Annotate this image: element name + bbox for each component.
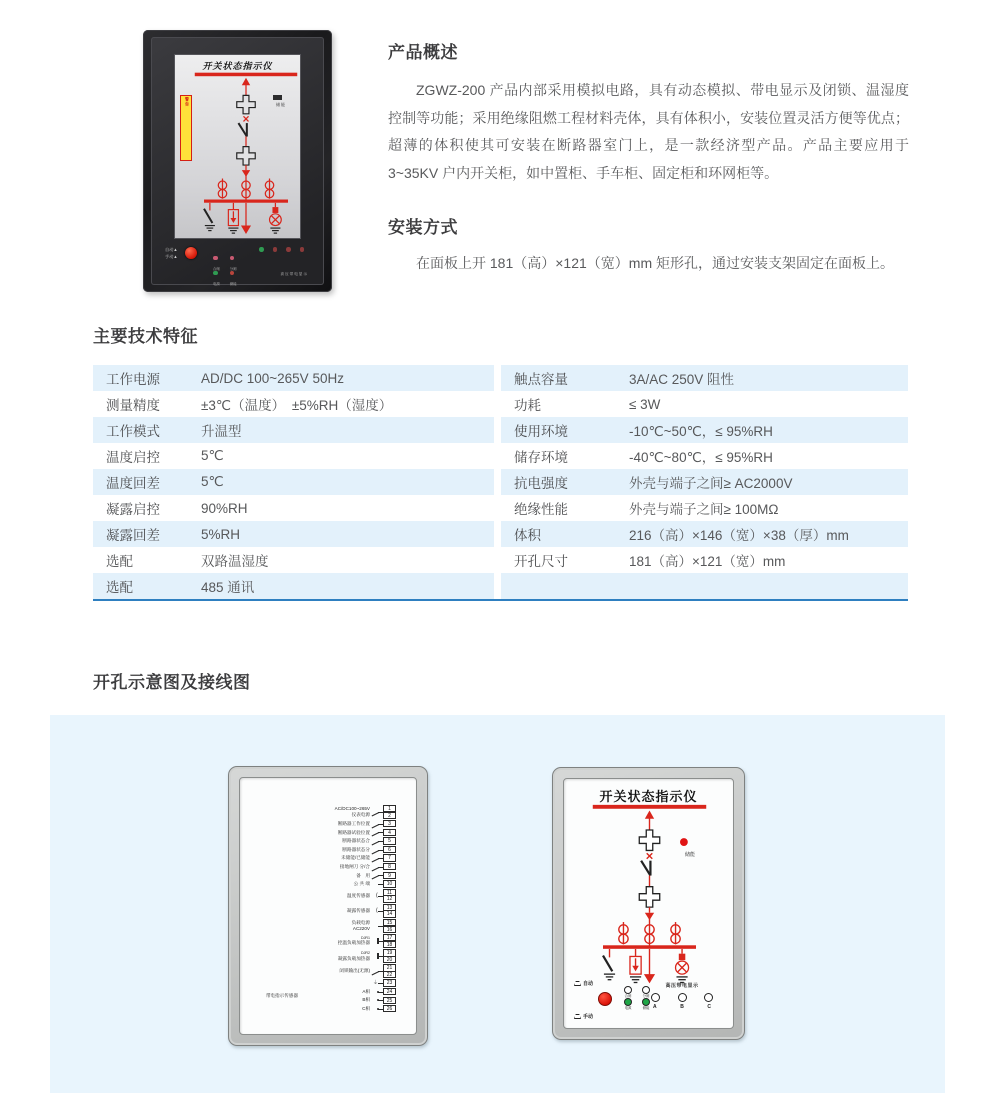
terminal-group (248, 934, 396, 948)
ground-symbol-icon (370, 980, 383, 986)
terminal-group (248, 904, 396, 918)
spec-row (93, 417, 908, 443)
spec-row (93, 521, 908, 547)
switch-symbol-icon (370, 855, 383, 861)
terminal-list (248, 805, 396, 1014)
spec-value: 外壳与端子之间≥ 100MΩ (629, 502, 779, 517)
photo-test-button (185, 247, 197, 259)
specs-table (93, 365, 908, 601)
photo-mode-labels (165, 246, 178, 260)
terminal-group (248, 854, 396, 861)
auto-icon (574, 981, 581, 986)
spec-row (93, 547, 908, 573)
spec-value: 90%RH (201, 500, 248, 516)
switch-symbol-icon (370, 809, 383, 815)
warning-sticker (180, 95, 192, 161)
terminal-group (248, 829, 396, 836)
sensor-symbol-icon (370, 908, 383, 914)
terminal-group (248, 846, 396, 853)
storage-indicator-label: 储能 (276, 102, 286, 107)
terminal-group (248, 964, 396, 978)
spec-value: ≤ 3W (629, 396, 661, 412)
terminal-label: 凝露传感器 (347, 908, 370, 914)
terminal-label: 接地闸刀 分/合 (339, 863, 370, 869)
terminal-box: 5 (383, 837, 396, 844)
photo-control-strip (163, 243, 312, 286)
phase-indicator-b (678, 993, 687, 1002)
spec-label: 测量精度 (106, 398, 160, 413)
terminal-box: 26 (383, 1005, 396, 1012)
terminal-box: 7 (383, 854, 396, 861)
terminal-label: C相 (362, 1006, 370, 1012)
terminal-box: 17 (383, 934, 396, 941)
terminal-label: 备 用 (356, 872, 370, 878)
spec-label: 绝缘性能 (514, 502, 568, 517)
switch-symbol-icon (370, 829, 383, 835)
led-white (624, 986, 632, 994)
terminal-box: 21 (383, 964, 396, 971)
spec-value: 升温型 (201, 424, 242, 439)
terminal-group (248, 979, 396, 986)
spec-value: 双路温湿度 (201, 554, 269, 569)
spec-label: 工作模式 (106, 424, 160, 439)
led-green (624, 998, 632, 1006)
spec-label: 温度启控 (106, 450, 160, 465)
terminal-label: 温度传感器 (347, 892, 370, 898)
photo-bezel (151, 37, 324, 285)
terminal-group (248, 919, 396, 933)
cutout-heading: 开孔示意图及接线图 (93, 673, 251, 692)
heater-symbol-icon (370, 953, 383, 959)
terminal-label: 未储能/已储能 (341, 855, 370, 861)
spec-value: 216（高）×146（宽）×38（厚）mm (629, 528, 849, 543)
spec-value: ±3℃（温度） ±5%RH（湿度） (201, 398, 393, 413)
terminal-label: 断路器状态分 (342, 846, 370, 852)
wiring-device-panel (239, 777, 417, 1035)
spec-value: 5℃ (201, 448, 224, 463)
spec-value: 5%RH (201, 526, 241, 542)
spec-row (93, 365, 908, 391)
phase-label-a: A (653, 1004, 657, 1010)
terminal-box: 15 (383, 919, 396, 926)
spec-label: 凝露回差 (106, 528, 160, 543)
terminal-group (248, 805, 396, 819)
terminal-label: A相 (362, 988, 370, 994)
auto-mode-label: 自动 (574, 980, 593, 987)
front-panel-controls (572, 980, 725, 1022)
dot-symbol-icon (370, 989, 383, 995)
photo-single-line-diagram (183, 71, 309, 239)
photo-led-row-bottom: 电源 储能 (213, 262, 237, 286)
terminal-box: 9 (383, 872, 396, 879)
terminal-label: AC/DC100~265V 仪表电源 (334, 806, 370, 817)
terminal-box: 18 (383, 941, 396, 948)
switch-symbol-icon (370, 847, 383, 853)
terminal-label: DJR2 凝露负载加热器 (337, 951, 370, 961)
photo-display-panel (174, 54, 301, 239)
terminal-group (248, 820, 396, 827)
spec-value: AD/DC 100~265V 50Hz (201, 370, 344, 386)
switch-symbol-icon (370, 864, 383, 870)
phase-indicator-a (651, 993, 660, 1002)
installation-heading: 安装方式 (388, 218, 458, 237)
terminal-box: 19 (383, 949, 396, 956)
led-column-1: 合闸 电源 (624, 986, 632, 1010)
terminal-box: 16 (383, 926, 396, 933)
terminal-box: 23 (383, 979, 396, 986)
terminal-box: 10 (383, 880, 396, 887)
specs-heading: 主要技术特征 (93, 327, 198, 346)
terminal-label: 公 共 端 (353, 881, 370, 887)
terminal-group (248, 1005, 396, 1012)
switch-symbol-icon (370, 821, 383, 827)
spec-label: 凝露启控 (106, 502, 160, 517)
photo-device-title: 开关状态指示仪 (202, 61, 273, 71)
single-line-diagram (570, 803, 729, 989)
spec-value: 3A/AC 250V 阻性 (629, 372, 735, 387)
plain-symbol-icon (370, 881, 383, 887)
warning-label: 警告 (185, 97, 190, 107)
terminal-box: 6 (383, 846, 396, 853)
manual-icon (574, 1014, 581, 1019)
terminal-group (248, 837, 396, 844)
terminal-box: 20 (383, 956, 396, 963)
spec-label: 温度回差 (106, 476, 160, 491)
spec-row (93, 443, 908, 469)
front-panel (563, 778, 734, 1029)
spec-value: 5℃ (201, 474, 224, 489)
terminal-group (248, 880, 396, 887)
spec-label: 使用环境 (514, 424, 568, 439)
storage-indicator (273, 95, 282, 100)
front-storage-label: 储能 (684, 852, 695, 858)
terminal-box: 25 (383, 997, 396, 1004)
wiring-diagram-device (228, 766, 428, 1046)
spec-label: 选配 (106, 554, 133, 569)
front-panel-device (552, 767, 745, 1040)
spec-label: 触点容量 (514, 372, 568, 387)
photo-led-row-top: 合闸 分闸 (213, 247, 237, 271)
switch-symbol-icon (370, 838, 383, 844)
manual-mode-label: 手动 (574, 1013, 593, 1020)
photo-hv-label: 高压带电显示 (280, 272, 308, 276)
spec-value: -40℃~80℃，≤ 95%RH (629, 450, 773, 465)
terminal-box: 1 (383, 805, 396, 812)
product-photo (143, 30, 332, 292)
storage-led (680, 838, 688, 846)
terminal-label: 负载电源 AC220V (351, 920, 370, 931)
spec-label: 开孔尺寸 (514, 554, 568, 569)
phase-label-c: C (707, 1004, 711, 1010)
switch-symbol-icon (370, 872, 383, 878)
hv-display-label: 高压带电显示 (665, 983, 699, 989)
switch-symbol-icon (370, 968, 383, 974)
terminal-box: 11 (383, 889, 396, 896)
terminal-box: 22 (383, 971, 396, 978)
spec-row (93, 573, 908, 599)
overview-paragraph: ZGWZ-200 产品内部采用模拟电路，具有动态模拟、带电显示及闭锁、温湿度控制等功能；采用绝缘阻燃工程材料壳体，具有体积小，安装位置灵活方便等优点；超薄的体积使其可安装在断路器室门上，是一款经济型产品。产品主要应用于 3~35KV 户内开关柜，如中置柜、手车柜、固定柜和环网柜等。 (388, 82, 909, 181)
terminal-box: 2 (383, 812, 396, 819)
terminal-label: 闭锁输出(无源) (339, 968, 370, 974)
test-button (598, 992, 612, 1006)
front-panel-title: 开关状态指示仪 (599, 789, 698, 804)
installation-paragraph: 在面板上开 181（高）×121（宽）mm 矩形孔，通过安装支架固定在面板上。 (416, 255, 894, 271)
terminal-box: 24 (383, 988, 396, 995)
terminal-label: 断路器状态合 (342, 838, 370, 844)
live-sensor-side-label: 带电指示传感器 (265, 993, 298, 998)
sensor-symbol-icon (370, 893, 383, 899)
spec-row (93, 495, 908, 521)
phase-indicator-c (704, 993, 713, 1002)
dot-symbol-icon (370, 997, 383, 1003)
terminal-group (248, 863, 396, 870)
spec-label: 体积 (514, 528, 541, 543)
hv-display-group (645, 982, 719, 1010)
terminal-box: 14 (383, 910, 396, 917)
spec-value: -10℃~50℃，≤ 95%RH (629, 424, 773, 439)
diagram-panel (50, 715, 945, 1093)
phase-label-b: B (680, 1004, 684, 1010)
heater-symbol-icon (370, 938, 383, 944)
terminal-box: 12 (383, 895, 396, 902)
spec-value: 485 通讯 (201, 580, 255, 595)
spec-label: 抗电强度 (514, 476, 568, 491)
terminal-label: 断路器工作位置 (337, 820, 370, 826)
spec-value: 181（高）×121（宽）mm (629, 554, 786, 569)
terminal-label: B相 (362, 997, 370, 1003)
plain-symbol-icon (370, 923, 383, 929)
terminal-group (248, 889, 396, 903)
terminal-box: 4 (383, 829, 396, 836)
terminal-box: 13 (383, 904, 396, 911)
dot-symbol-icon (370, 1006, 383, 1012)
terminal-group (248, 949, 396, 963)
terminal-group (248, 872, 396, 879)
spec-value: 外壳与端子之间≥ AC2000V (629, 476, 793, 491)
spec-label: 功耗 (514, 398, 541, 413)
spec-label: 工作电源 (106, 372, 160, 387)
terminal-label: 断路器试验位置 (337, 829, 370, 835)
spec-row (93, 391, 908, 417)
terminal-box: 3 (383, 820, 396, 827)
photo-auto-label: 自动▲ (165, 247, 178, 252)
overview-heading: 产品概述 (388, 43, 458, 62)
spec-row (93, 469, 908, 495)
terminal-label: DJR1 控温负载加热器 (337, 936, 370, 946)
spec-label: 储存环境 (514, 450, 568, 465)
terminal-box: 8 (383, 863, 396, 870)
photo-hv-leds (259, 247, 304, 252)
spec-label: 选配 (106, 580, 133, 595)
photo-manual-label: 手动▲ (165, 254, 178, 259)
led-column-2: 分闸 储能 (642, 986, 650, 1010)
